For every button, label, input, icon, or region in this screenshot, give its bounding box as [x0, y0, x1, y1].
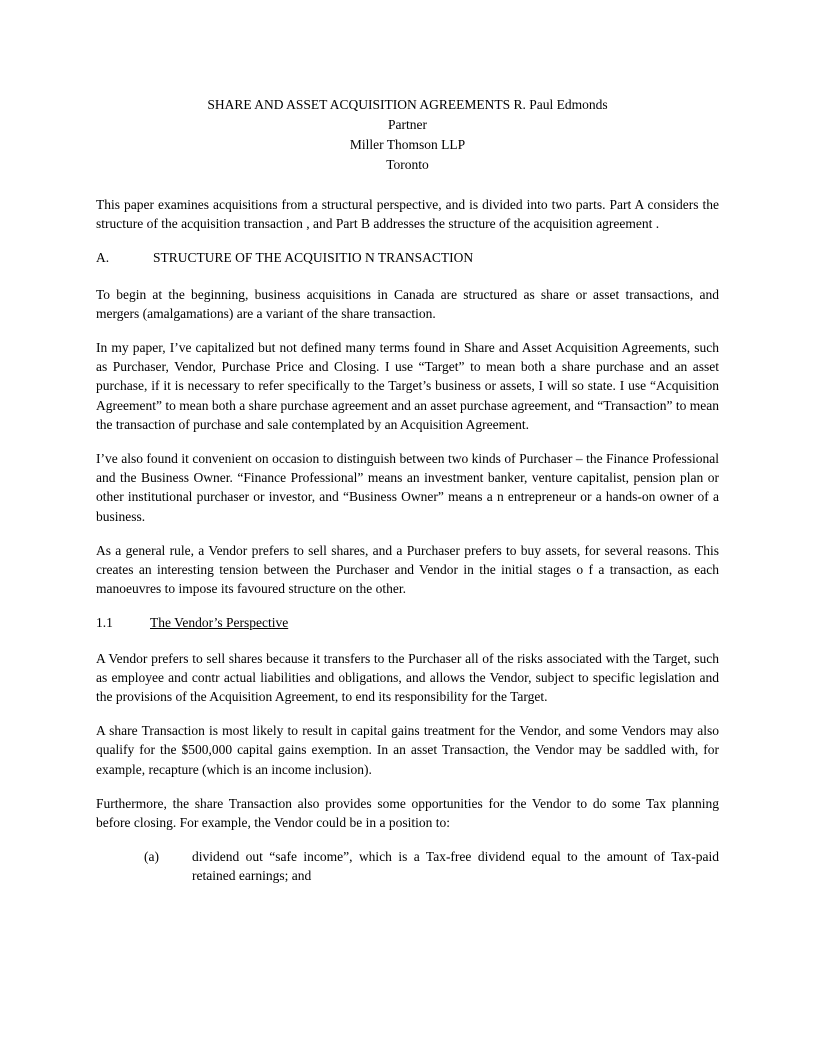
paragraph: In my paper, I’ve capitalized but not defined many terms found in Share and Asset Acquisition Agreements, such as Purchaser, Vendor, Purchase Price and Closing. I use “Target” to mean both a share purchase and an asset purchase, if it is necessary to refer specifically to the Target’s business or assets, I will so state. I use “Acquisition Agreement” to mean both a share purchase agreement and an asset purchase agreement, and “Transaction” to mean the transaction of purchase and sale contemplated by an Acquisition Agreement.: [96, 340, 719, 432]
section-title: STRUCTURE OF THE ACQUISITIO N TRANSACTION: [153, 250, 474, 266]
list-item: [144, 847, 719, 885]
list-item-text: dividend out “safe income”, which is a Tax-free dividend equal to the amount of Tax-paid retained earnings; and: [192, 849, 719, 884]
subsection-heading-1-1: [96, 613, 719, 632]
paragraph: A Vendor prefers to sell shares because it transfers to the Purchaser all of the risks associated with the Target, such as employee and contr actual liabilities and obligations, and allows the Vendor, subject to specific legislation and the provisions of the Acquisition Agreement, to end its responsibility for the Target.: [96, 650, 719, 705]
document-content: [96, 95, 719, 886]
list-marker: (a): [144, 849, 159, 865]
paragraph: I’ve also found it convenient on occasion to distinguish between two kinds of Purchaser – the Finance Professional and the Business Owner. “Finance Professional” means an investment banker, venture capitalist, pension plan or other institutional purchaser or investor, and “Business Owner” means a n entrepreneur or a hands-on owner of a business.: [96, 451, 719, 524]
paragraph: A share Transaction is most likely to result in capital gains treatment for the Vendor, and some Vendors may also qualify for the $500,000 capital gains exemption. In an asset Transaction, the Vendor may be saddled with, for example, recapture (which is an income inclusion).: [96, 723, 719, 777]
title-line: SHARE AND ASSET ACQUISITION AGREEMENTS R. Paul Edmonds: [207, 97, 608, 112]
paragraph: As a general rule, a Vendor prefers to sell shares, and a Purchaser prefers to buy assets, for several reasons. This creates an interesting tension between the Purchaser and Vendor in the initial stages o f a transaction, as each manoeuvres to impose its favoured structure on the other.: [96, 542, 719, 597]
author-role: Partner: [388, 117, 427, 132]
section-number: A.: [96, 250, 110, 266]
subsection-title: The Vendor’s Perspective: [150, 615, 289, 631]
intro-paragraph: This paper examines acquisitions from a structural perspective, and is divided into two parts. Part A considers the structure of the acquisition transaction , and Part B addresses the structure of the acquisition agreement .: [96, 197, 719, 232]
section-heading-a: [96, 248, 719, 267]
title-block: [96, 95, 719, 175]
paragraph: Furthermore, the share Transaction also provides some opportunities for the Vendor to do some Tax planning before closing. For example, the Vendor could be in a position to:: [96, 795, 719, 831]
author-firm: Miller Thomson LLP: [349, 137, 466, 152]
paragraph: To begin at the beginning, business acquisitions in Canada are structured as share or asset transactions, and mergers (amalgamations) are a variant of the share transaction.: [96, 286, 719, 321]
subsection-number: 1.1: [96, 615, 113, 631]
author-city: Toronto: [386, 157, 429, 172]
